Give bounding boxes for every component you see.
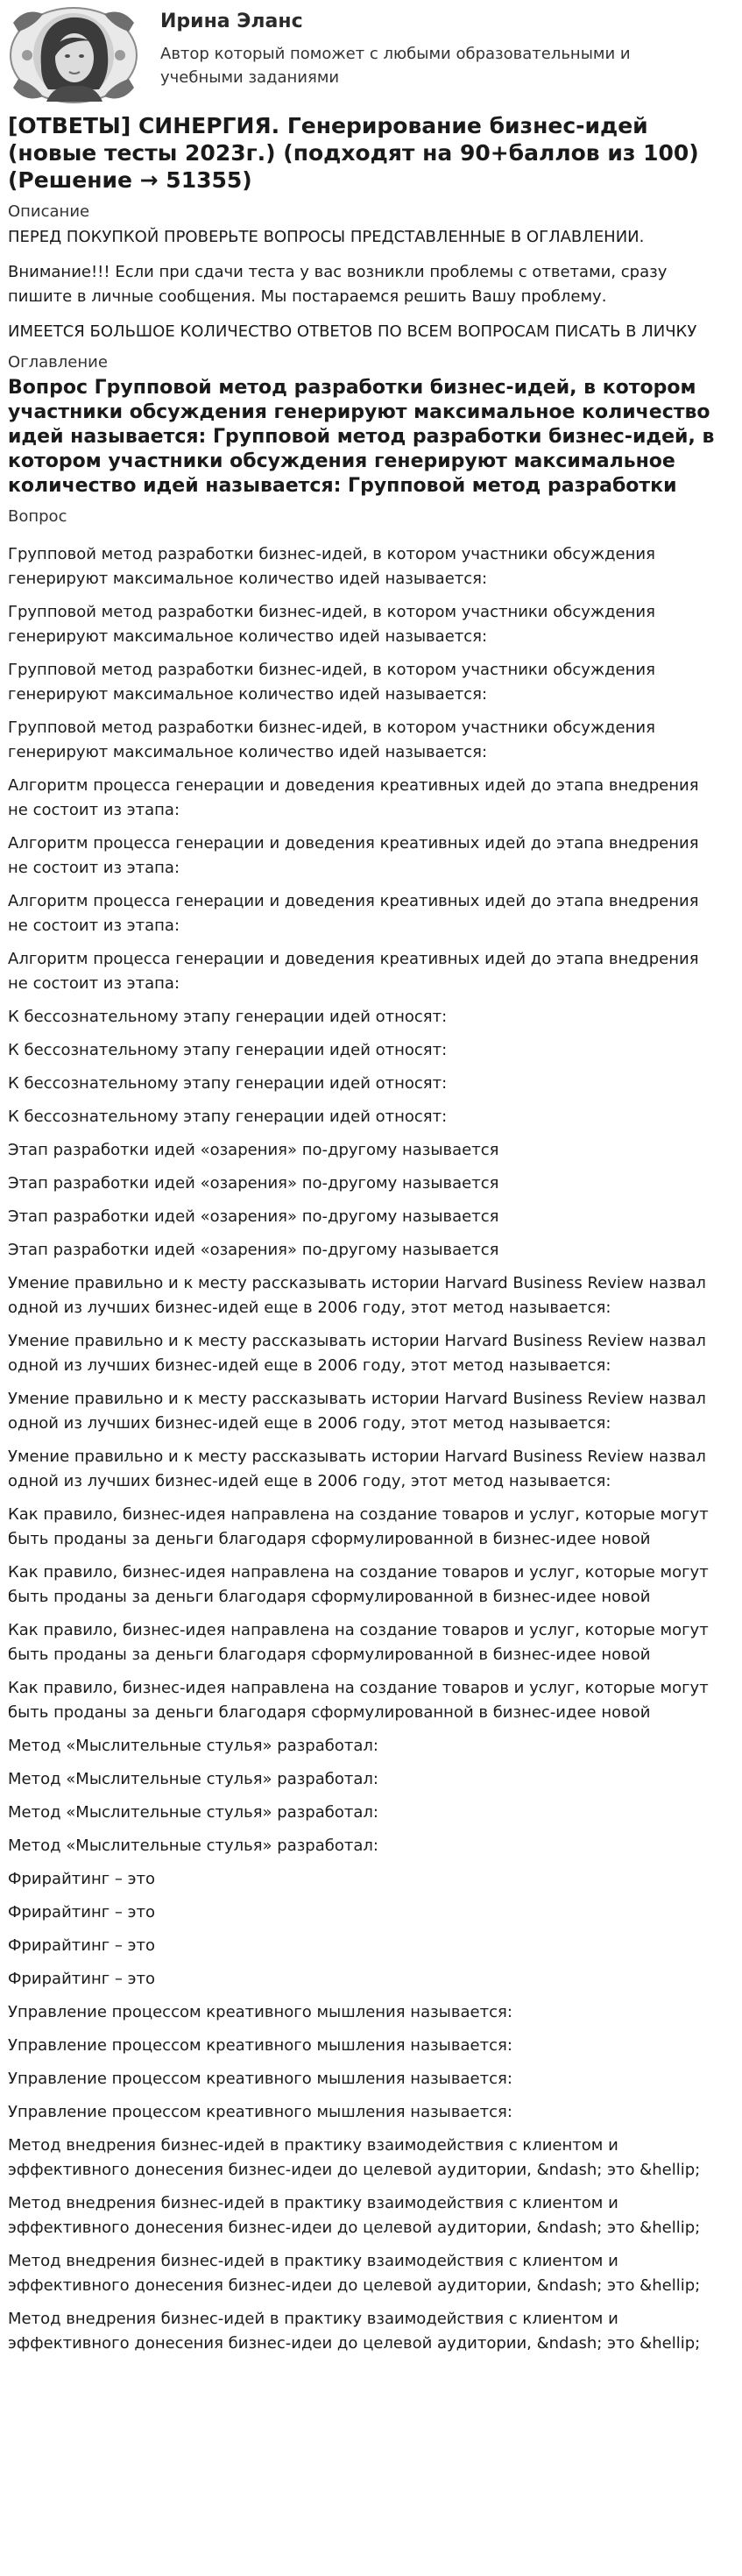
description-block (8, 260, 735, 309)
question-item: К бессознательному этапу генерации идей относят: (8, 1008, 448, 1026)
toc-heading: Вопрос Групповой метод разработки бизнес-идей, в котором участники обсуждения генерируют максимальное количество идей называется: Групповой метод разработки бизнес-идей, в котором участники обсуждения генерируют максимальное количество идей называется: Групповой метод разработки (8, 377, 715, 497)
question-item: Как правило, бизнес-идея направлена на создание товаров и услуг, которые могут быть проданы за деньги благодаря сформулированной в бизнес-идее новой (8, 1679, 709, 1722)
question-item: Фрирайтинг – это (8, 1903, 156, 1921)
question-item: Метод внедрения бизнес-идей в практику взаимодействия с клиентом и эффективного донесения бизнес-идеи до целевой аудитории, &ndash; это &hellip; (8, 2310, 701, 2353)
question-item: Фрирайтинг – это (8, 1936, 156, 1955)
description-line: ПЕРЕД ПОКУПКОЙ ПРОВЕРЬТЕ ВОПРОСЫ ПРЕДСТАВЛЕННЫЕ В ОГЛАВЛЕНИИ. (8, 228, 645, 246)
question-item: Групповой метод разработки бизнес-идей, в котором участники обсуждения генерируют максимальное количество идей называется: (8, 718, 655, 761)
question-label: Вопрос (8, 507, 67, 526)
question-item: Метод «Мыслительные стулья» разработал: (8, 1836, 378, 1855)
question-item: Групповой метод разработки бизнес-идей, в котором участники обсуждения генерируют максимальное количество идей называется: (8, 661, 655, 704)
question-item: К бессознательному этапу генерации идей относят: (8, 1041, 448, 1059)
avatar[interactable] (8, 5, 139, 105)
question-item: Алгоритм процесса генерации и доведения креативных идей до этапа внедрения не состоит из этапа: (8, 834, 699, 877)
question-item: Этап разработки идей «озарения» по-другому называется (8, 1241, 499, 1259)
question-item: Как правило, бизнес-идея направлена на создание товаров и услуг, которые могут быть проданы за деньги благодаря сформулированной в бизнес-идее новой (8, 1563, 709, 1606)
author-block (8, 0, 735, 112)
description-line: ИМЕЕТСЯ БОЛЬШОЕ КОЛИЧЕСТВО ОТВЕТОВ ПО ВСЕМ ВОПРОСАМ ПИСАТЬ В ЛИЧКУ (8, 322, 697, 341)
question-item: Метод «Мыслительные стулья» разработал: (8, 1803, 378, 1822)
question-item: Управление процессом креативного мышления называется: (8, 2036, 512, 2055)
question-item: Метод внедрения бизнес-идей в практику взаимодействия с клиентом и эффективного донесения бизнес-идеи до целевой аудитории, &ndash; это &hellip; (8, 2252, 701, 2295)
question-item: Управление процессом креативного мышления называется: (8, 2103, 512, 2121)
description-line: Внимание!!! Если при сдачи теста у вас возникли проблемы с ответами, сразу пишите в личные сообщения. Мы постараемся решить Вашу проблему. (8, 263, 668, 306)
question-item: Фрирайтинг – это (8, 1870, 156, 1888)
question-item: Как правило, бизнес-идея направлена на создание товаров и услуг, которые могут быть проданы за деньги благодаря сформулированной в бизнес-идее новой (8, 1505, 709, 1548)
author-info (160, 5, 677, 89)
question-item: Метод «Мыслительные стулья» разработал: (8, 1737, 378, 1755)
question-item: Этап разработки идей «озарения» по-другому называется (8, 1207, 499, 1226)
question-item: Этап разработки идей «озарения» по-другому называется (8, 1141, 499, 1159)
question-item: Алгоритм процесса генерации и доведения креативных идей до этапа внедрения не состоит из этапа: (8, 776, 699, 819)
question-item: Управление процессом креативного мышления называется: (8, 2003, 512, 2021)
question-item: Групповой метод разработки бизнес-идей, в котором участники обсуждения генерируют максимальное количество идей называется: (8, 603, 655, 646)
question-item: Метод внедрения бизнес-идей в практику взаимодействия с клиентом и эффективного донесения бизнес-идеи до целевой аудитории, &ndash; это &hellip; (8, 2194, 701, 2237)
question-item: Умение правильно и к месту рассказывать истории Harvard Business Review назвал одной из лучших бизнес-идей еще в 2006 году, этот метод называется: (8, 1274, 706, 1317)
question-item: Фрирайтинг – это (8, 1970, 156, 1988)
question-item: Метод внедрения бизнес-идей в практику взаимодействия с клиентом и эффективного донесения бизнес-идеи до целевой аудитории, &ndash; это &hellip; (8, 2136, 701, 2179)
question-item: Алгоритм процесса генерации и доведения креативных идей до этапа внедрения не состоит из этапа: (8, 892, 699, 935)
question-item: Умение правильно и к месту рассказывать истории Harvard Business Review назвал одной из лучших бизнес-идей еще в 2006 году, этот метод называется: (8, 1447, 706, 1490)
question-item: Умение правильно и к месту рассказывать истории Harvard Business Review назвал одной из лучших бизнес-идей еще в 2006 году, этот метод называется: (8, 1390, 706, 1433)
question-list (8, 542, 735, 2356)
question-item: Алгоритм процесса генерации и доведения креативных идей до этапа внедрения не состоит из этапа: (8, 950, 699, 993)
question-item: К бессознательному этапу генерации идей относят: (8, 1074, 448, 1093)
question-item: Умение правильно и к месту рассказывать истории Harvard Business Review назвал одной из лучших бизнес-идей еще в 2006 году, этот метод называется: (8, 1332, 706, 1375)
description-block (8, 225, 735, 250)
question-item: Как правило, бизнес-идея направлена на создание товаров и услуг, которые могут быть проданы за деньги благодаря сформулированной в бизнес-идее новой (8, 1621, 709, 1664)
author-description: Автор который поможет с любыми образовательными и учебными заданиями (160, 45, 631, 87)
question-item: Метод «Мыслительные стулья» разработал: (8, 1770, 378, 1788)
description-label: Описание (8, 202, 90, 221)
question-item: К бессознательному этапу генерации идей относят: (8, 1108, 448, 1126)
author-name[interactable]: Ирина Эланс (160, 11, 303, 32)
question-item: Групповой метод разработки бизнес-идей, в котором участники обсуждения генерируют максимальное количество идей называется: (8, 545, 655, 588)
description-block (8, 320, 735, 344)
page-title: [ОТВЕТЫ] СИНЕРГИЯ. Генерирование бизнес-идей (новые тесты 2023г.) (подходят на 90+баллов из 100) (Решение → 51355) (8, 113, 699, 193)
toc-label: Оглавление (8, 353, 108, 372)
question-item: Этап разработки идей «озарения» по-другому называется (8, 1174, 499, 1192)
question-item: Управление процессом креативного мышления называется: (8, 2070, 512, 2088)
